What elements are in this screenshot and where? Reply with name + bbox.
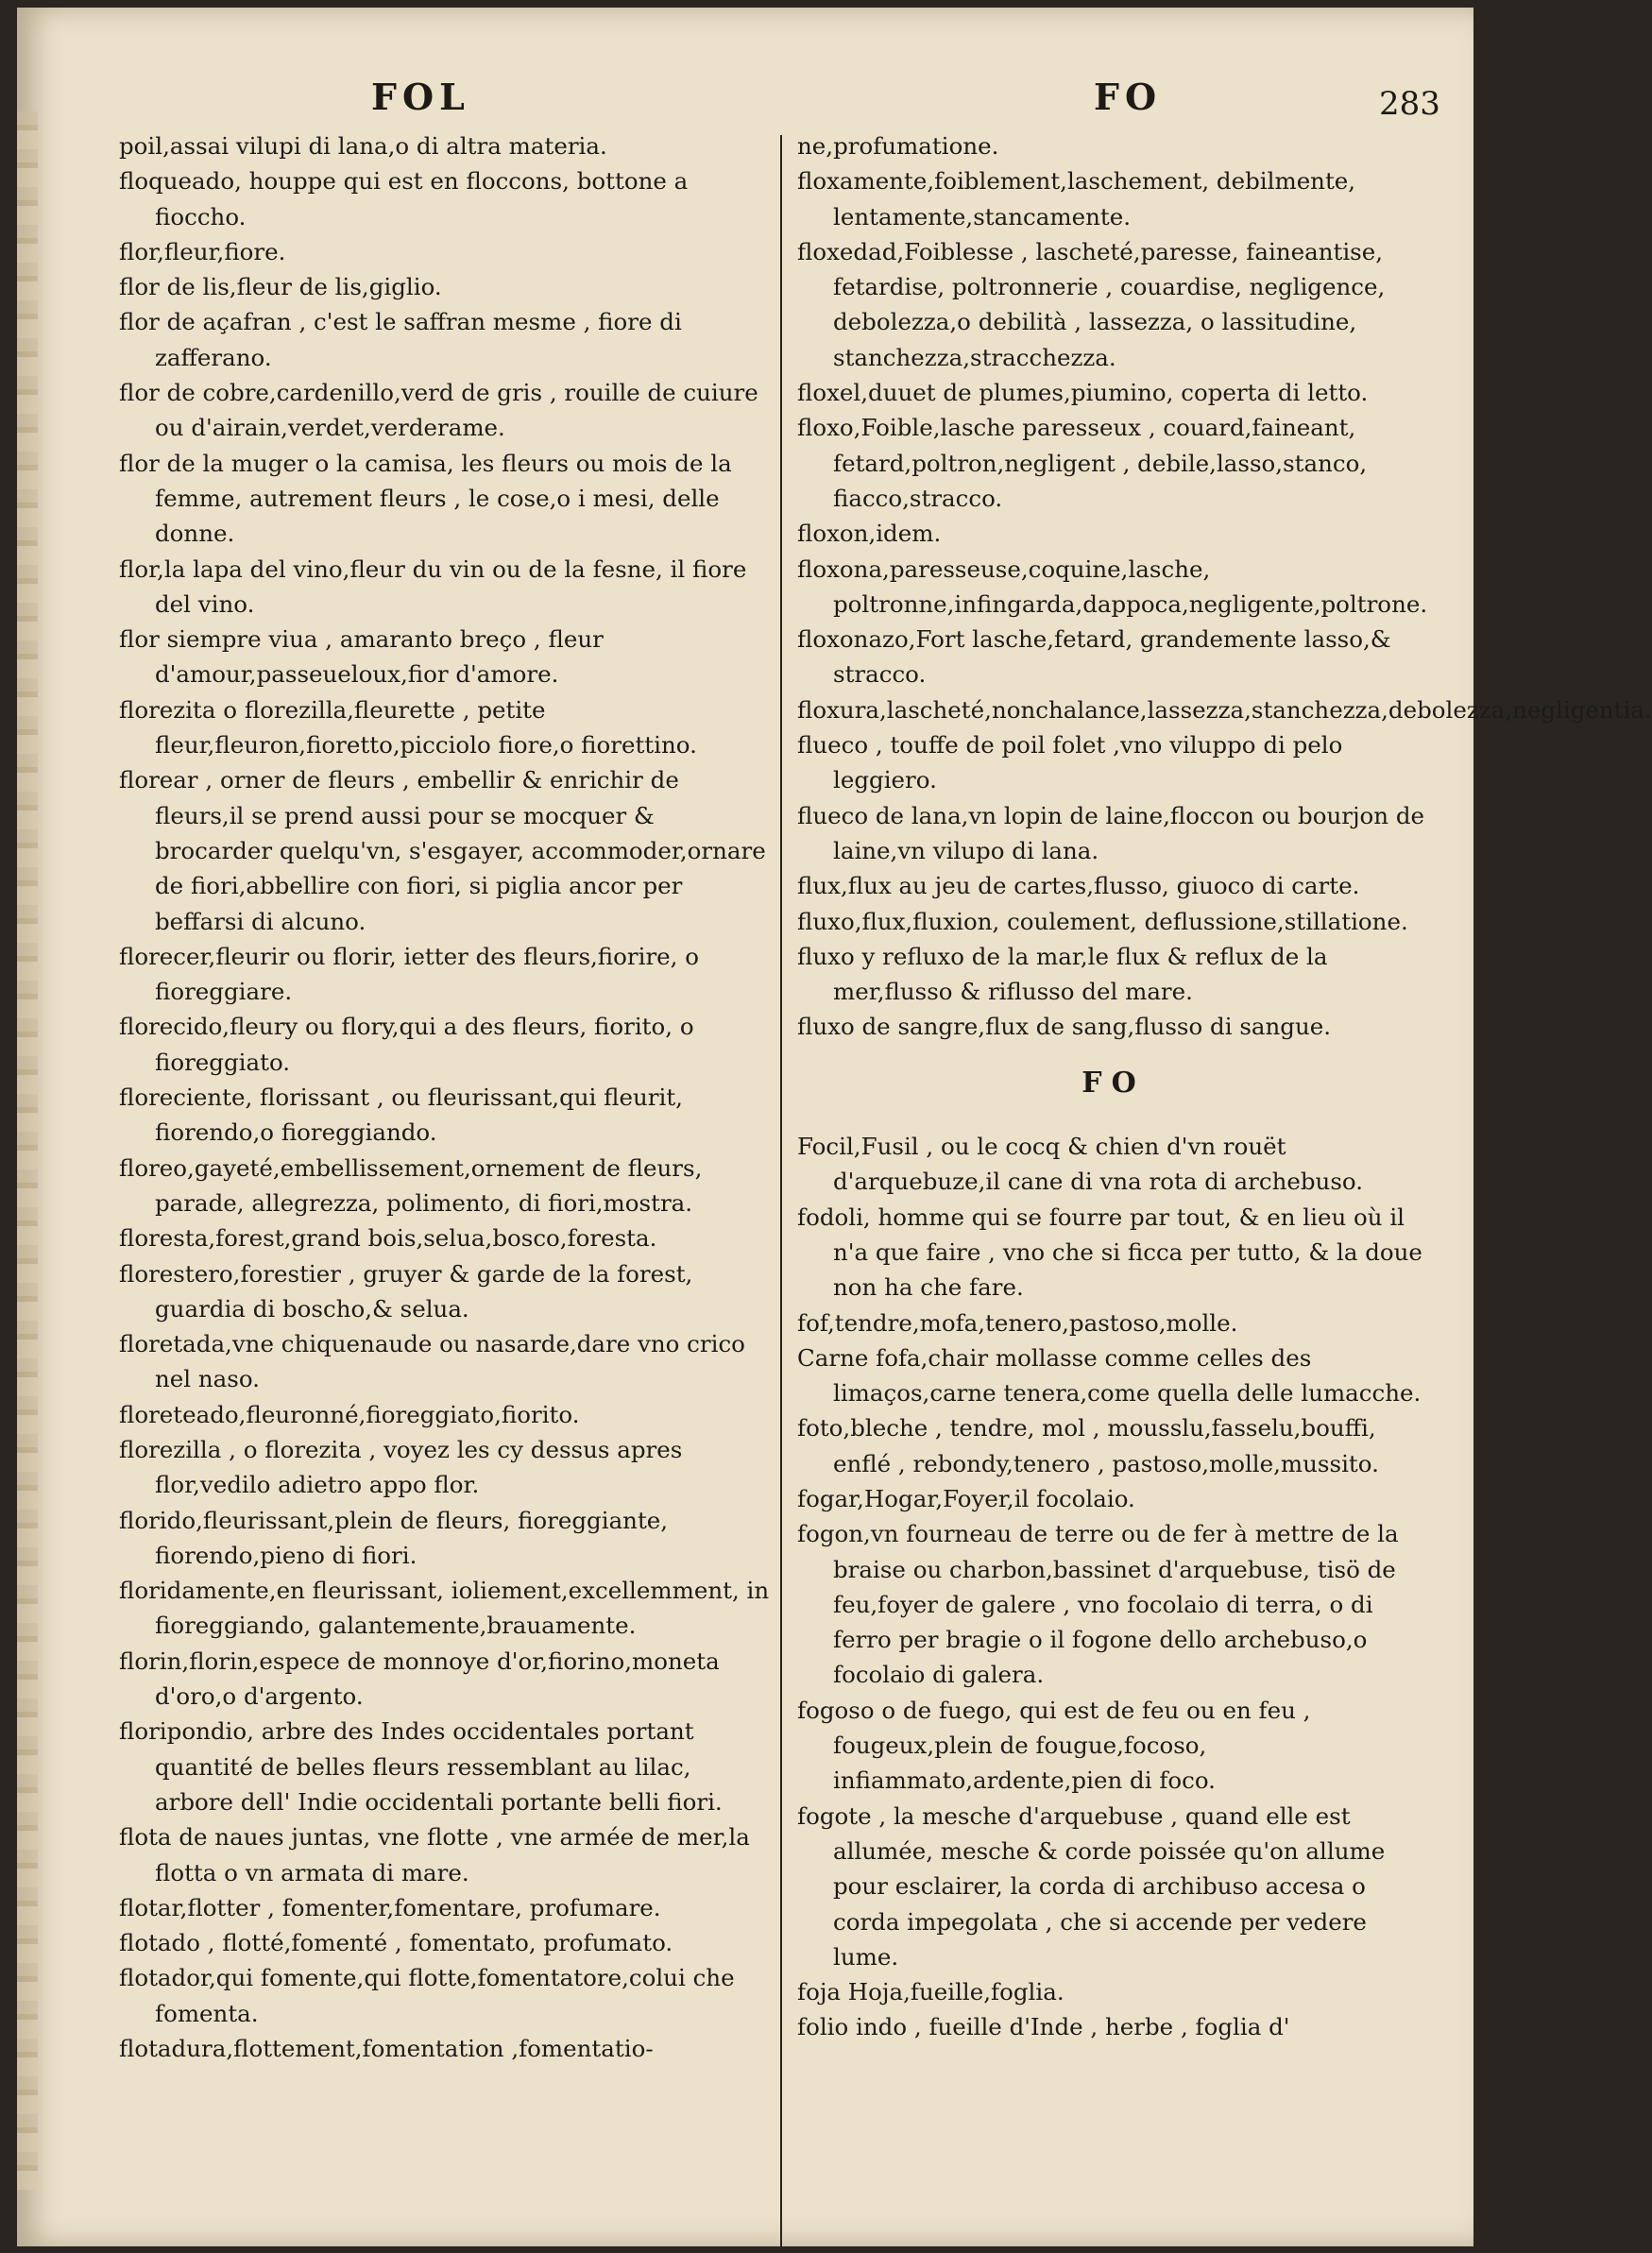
right-column-bottom-entries (797, 1129, 1430, 2045)
dictionary-entry: floridamente,en fleurissant, ioliement,excellemment, in fioreggiando, galantemente,brauamente. (119, 1577, 770, 1640)
dictionary-entry: floxonazo,Fort lasche,fetard, grandemente lasso,& stracco. (797, 625, 1391, 689)
dictionary-page (17, 8, 1652, 2246)
dictionary-entry: floxedad,Foiblesse , lascheté,paresse, faineantise, fetardise, poltronnerie , couardise, negligence, debolezza,o debilità , lassezza, o lassitudine, stanchezza,stracchezza. (797, 237, 1386, 371)
dictionary-entry: florezita o florezilla,fleurette , petite fleur,fleuron,fioretto,picciolo fiore,o fiorettino. (119, 695, 697, 760)
dictionary-entry: fluxo,flux,fluxion, coulement, deflussione,stillatione. (797, 907, 1408, 935)
dictionary-entry: fluxo y refluxo de la mar,le flux & reflux de la mer,flusso & riflusso del mare. (797, 942, 1328, 1006)
dictionary-entry: flux,flux au jeu de cartes,flusso, giuoco di carte. (797, 872, 1360, 900)
dictionary-entry: floresta,forest,grand bois,selua,bosco,foresta. (119, 1224, 657, 1253)
dictionary-entry: flor de lis,fleur de lis,giglio. (119, 273, 442, 301)
dictionary-entry: floxel,duuet de plumes,piumino, coperta di letto. (797, 379, 1369, 407)
dictionary-entry: florezilla , o florezita , voyez les cy dessus apres flor,vedilo adietro appo flor. (119, 1435, 683, 1499)
dictionary-entry: floreteado,fleuronné,fioreggiato,fiorito. (119, 1400, 580, 1428)
dictionary-entry: foto,bleche , tendre, mol , mousslu,fasselu,bouffi, enflé , rebondy,tenero , pastoso,molle,mussito. (797, 1414, 1379, 1477)
dictionary-entry: foja Hoja,fueille,foglia. (797, 1978, 1064, 2006)
dictionary-entry: flor siempre viua , amaranto breço , fleur d'amour,passeueloux,fior d'amore. (119, 625, 604, 689)
dictionary-entry: floxon,idem. (797, 520, 942, 548)
dictionary-entry: florestero,forestier , gruyer & garde de la forest, guardia di boscho,& selua. (119, 1259, 693, 1323)
running-head-right: FO (1094, 76, 1163, 118)
dictionary-entry: florido,fleurissant,plein de fleurs, fioreggiante, fiorendo,pieno di fiori. (119, 1506, 669, 1569)
dictionary-entry: flor,fleur,fiore. (119, 237, 286, 265)
dictionary-entry: flor de cobre,cardenillo,verd de gris , rouille de cuiure ou d'airain,verdet,verderame. (119, 379, 758, 442)
dictionary-entry: fogote , la mesche d'arquebuse , quand elle est allumée, mesche & corde poissée qu'on allume pour esclairer, la corda di archibuso accesa o corda impegolata , che si accende per vedere lume. (797, 1801, 1386, 1971)
dictionary-entry: florin,florin,espece de monnoye d'or,fiorino,moneta d'oro,o d'argento. (119, 1647, 720, 1711)
dictionary-entry: flotador,qui fomente,qui flotte,fomentatore,colui che fomenta. (119, 1964, 735, 2027)
dictionary-entry: fogoso o de fuego, qui est de feu ou en feu , fougeux,plein de fougue,focoso, infiammato,ardente,pien di foco. (797, 1696, 1311, 1795)
dictionary-entry: fodoli, homme qui se fourre par tout, & en lieu où il n'a que faire , vno che si ficca per tutto, & la doue non ha che fare. (797, 1203, 1422, 1302)
dictionary-entry: florear , orner de fleurs , embellir & enrichir de fleurs,il se prend aussi pour se mocquer & brocarder quelqu'vn, s'esgayer, accommoder,ornare de fiori,abbellire con fiori, si piglia ancor per beffarsi di alcuno. (119, 766, 766, 935)
dictionary-entry: flueco , touffe de poil folet ,vno viluppo di pelo leggiero. (797, 731, 1343, 794)
right-column (797, 128, 1652, 2045)
dictionary-entry: florecido,fleury ou flory,qui a des fleurs, fiorito, o fioreggiato. (119, 1013, 694, 1076)
dictionary-entry: floretada,vne chiquenaude ou nasarde,dare vno crico nel naso. (119, 1330, 745, 1393)
column-divider (780, 135, 782, 2246)
dictionary-entry: florecer,fleurir ou florir, ietter des fleurs,fiorire, o fioreggiare. (119, 942, 699, 1006)
dictionary-entry: fogar,Hogar,Foyer,il focolaio. (797, 1484, 1135, 1512)
dictionary-entry: floripondio, arbre des Indes occidentales portant quantité de belles fleurs ressemblant au lilac, arbore dell' Indie occidentali portante belli fiori. (119, 1717, 723, 1816)
dictionary-entry: flueco de lana,vn lopin de laine,floccon ou bourjon de laine,vn vilupo di lana. (797, 801, 1425, 864)
page-number: 283 (1379, 85, 1440, 123)
dictionary-entry: flor de açafran , c'est le saffran mesme , fiore di zafferano. (119, 308, 682, 371)
dictionary-entry: flotar,flotter , fomenter,fomentare, profumare. (119, 1893, 661, 1921)
dictionary-entry: Focil,Fusil , ou le cocq & chien d'vn rouët d'arquebuze,il cane di vna rota di archebuso. (797, 1133, 1363, 1196)
dictionary-entry: flotado , flotté,fomenté , fomentato, profumato. (119, 1929, 673, 1957)
dictionary-entry: ne,profumatione. (797, 132, 999, 160)
dictionary-entry: Carne fofa,chair mollasse comme celles des limaços,carne tenera,come quella delle lumacche. (797, 1343, 1422, 1408)
dictionary-entry: folio indo , fueille d'Inde , herbe , foglia d' (797, 2013, 1290, 2041)
dictionary-entry: floxamente,foiblement,laschement, debilmente, lentamente,stancamente. (797, 167, 1356, 230)
gutter-bleed-through (17, 111, 38, 2190)
running-head-left: FOL (371, 76, 470, 118)
dictionary-entry: floqueado, houppe qui est en floccons, bottone a fioccho. (119, 167, 689, 230)
dictionary-entry: floxura,lascheté,nonchalance,lassezza,stanchezza,debolezza,negligentia. (797, 695, 1652, 724)
dictionary-entry: floreo,gayeté,embellissement,ornement de fleurs, parade, allegrezza, polimento, di fiori,mostra. (119, 1153, 703, 1217)
dictionary-entry: floreciente, florissant , ou fleurissant,qui fleurit, fiorendo,o fioreggiando. (119, 1084, 683, 1147)
dictionary-entry: flotadura,flottement,fomentation ,fomentatio- (119, 2035, 654, 2063)
dictionary-entry: floxo,Foible,lasche paresseux , couard,faineant, fetard,poltron,negligent , debile,lasso,stanco, fiacco,stracco. (797, 414, 1368, 512)
dictionary-entry: fof,tendre,mofa,tenero,pastoso,molle. (797, 1308, 1238, 1337)
dictionary-entry: fluxo de sangre,flux de sang,flusso di sangue. (797, 1013, 1332, 1041)
dictionary-entry: fogon,vn fourneau de terre ou de fer à mettre de la braise ou charbon,bassinet d'arquebuse, tisö de feu,foyer de galere , vno focolaio di terra, o di ferro per bragie o il fogone dello archebuso,o focolaio di galera. (797, 1520, 1399, 1689)
dictionary-entry: poil,assai vilupi di lana,o di altra materia. (119, 132, 607, 160)
dictionary-entry: floxona,paresseuse,coquine,lasche, poltronne,infingarda,dappoca,negligente,poltrone. (797, 555, 1428, 618)
section-heading: FO (1081, 1066, 1146, 1100)
dictionary-entry: flota de naues juntas, vne flotte , vne armée de mer,la flotta o vn armata di mare. (119, 1823, 750, 1886)
dictionary-entry: flor,la lapa del vino,fleur du vin ou de la fesne, il fiore del vino. (119, 555, 747, 618)
left-column (119, 128, 771, 2066)
right-column-top-entries (797, 128, 1652, 1045)
dictionary-entry: flor de la muger o la camisa, les fleurs ou mois de la femme, autrement fleurs , le cose,o i mesi, delle donne. (119, 449, 732, 548)
